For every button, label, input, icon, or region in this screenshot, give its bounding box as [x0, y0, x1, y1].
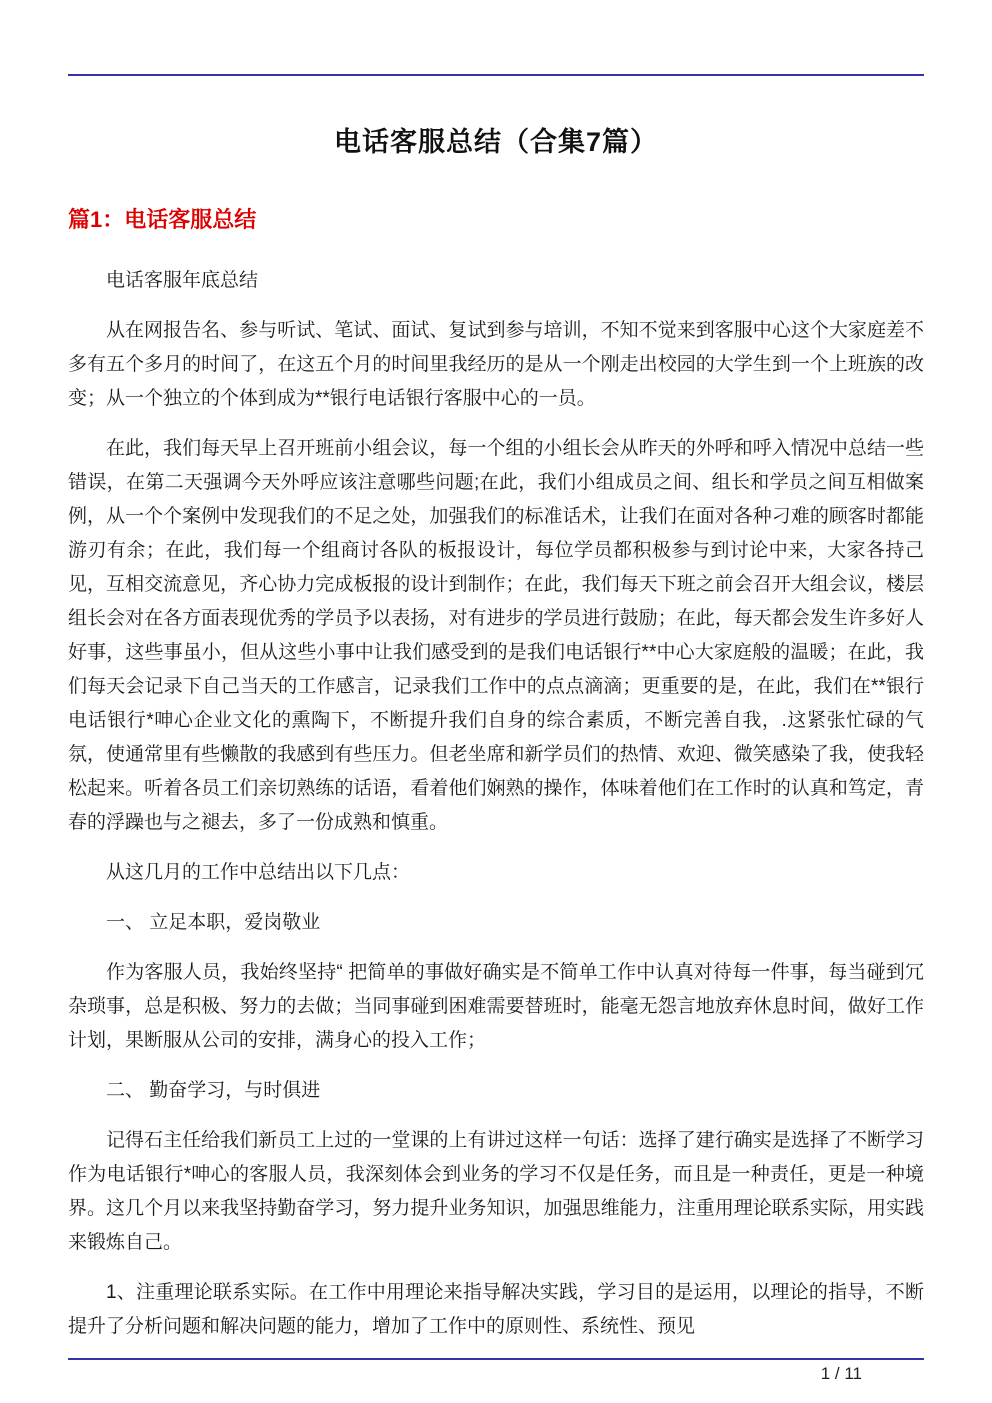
section-heading: 篇1：电话客服总结	[68, 207, 257, 232]
paragraph: 作为客服人员，我始终坚持“ 把简单的事做好确实是不简单工作中认真对待每一件事，每当碰到冗杂琐事，总是积极、努力的去做；当同事碰到困难需要替班时，能毫无怨言地放弃休息时间，做好工作计划，果断服从公司的安排，满身心的投入工作；	[68, 962, 924, 1051]
document-title: 电话客服总结（合集7篇）	[333, 127, 658, 157]
paragraph: 电话客服年底总结	[106, 270, 259, 291]
paragraph: 从这几月的工作中总结出以下几点：	[106, 862, 411, 883]
paragraph: 记得石主任给我们新员工上过的一堂课的上有讲过这样一句话：选择了建行确实是选择了不断学习作为电话银行*呻心的客服人员，我深刻体会到业务的学习不仅是任务，而且是一种责任，更是一种境界。这几个月以来我坚持勤奋学习，努力提升业务知识，加强思维能力，注重用理论联系实际，用实践来锻炼自己。	[68, 1130, 924, 1253]
document-content	[68, 120, 924, 1360]
page-number: 1 / 11	[820, 1364, 862, 1383]
footer-divider	[68, 1358, 924, 1360]
paragraph: 一、 立足本职，爱岗敬业	[106, 912, 321, 933]
paragraph: 1、注重理论联系实际。在工作中用理论来指导解决实践，学习目的是运用，以理论的指导，不断提升了分析问题和解决问题的能力，增加了工作中的原则性、系统性、预见	[68, 1282, 924, 1337]
paragraph: 在此，我们每天早上召开班前小组会议，每一个组的小组长会从昨天的外呼和呼入情况中总结一些错误，在第二天强调今天外呼应该注意哪些问题;在此，我们小组成员之间、组长和学员之间互相做案例，从一个个案例中发现我们的不足之处，加强我们的标准话术，让我们在面对各种刁难的顾客时都能游刃有余；在此，我们每一个组商讨各队的板报设计，每位学员都积极参与到讨论中来，大家各持己见，互相交流意见，齐心协力完成板报的设计到制作；在此，我们每天下班之前会召开大组会议，楼层组长会对在各方面表现优秀的学员予以表扬，对有进步的学员进行鼓励；在此，每天都会发生许多好人好事，这些事虽小，但从这些小事中让我们感受到的是我们电话银行**中心大家庭般的温暖；在此，我们每天会记录下自己当天的工作感言，记录我们工作中的点点滴滴；更重要的是，在此，我们在**银行电话银行*呻心企业文化的熏陶下，不断提升我们自身的综合素质，不断完善自我，.这紧张忙碌的气氛，使通常里有些懒散的我感到有些压力。但老坐席和新学员们的热情、欢迎、微笑感染了我，使我轻松起来。听着各员工们亲切熟练的话语，看着他们娴熟的操作，体味着他们在工作时的认真和笃定，青春的浮躁也与之褪去，多了一份成熟和慎重。	[68, 438, 924, 833]
header-divider	[68, 74, 924, 76]
paragraph: 从在网报告名、参与听试、笔试、面试、复试到参与培训，不知不觉来到客服中心这个大家庭差不多有五个多月的时间了，在这五个月的时间里我经历的是从一个刚走出校园的大学生到一个上班族的改变；从一个独立的个体到成为**银行电话银行客服中心的一员。	[68, 320, 924, 409]
paragraph: 二、 勤奋学习，与时俱进	[106, 1080, 321, 1101]
document-body	[68, 264, 924, 1344]
